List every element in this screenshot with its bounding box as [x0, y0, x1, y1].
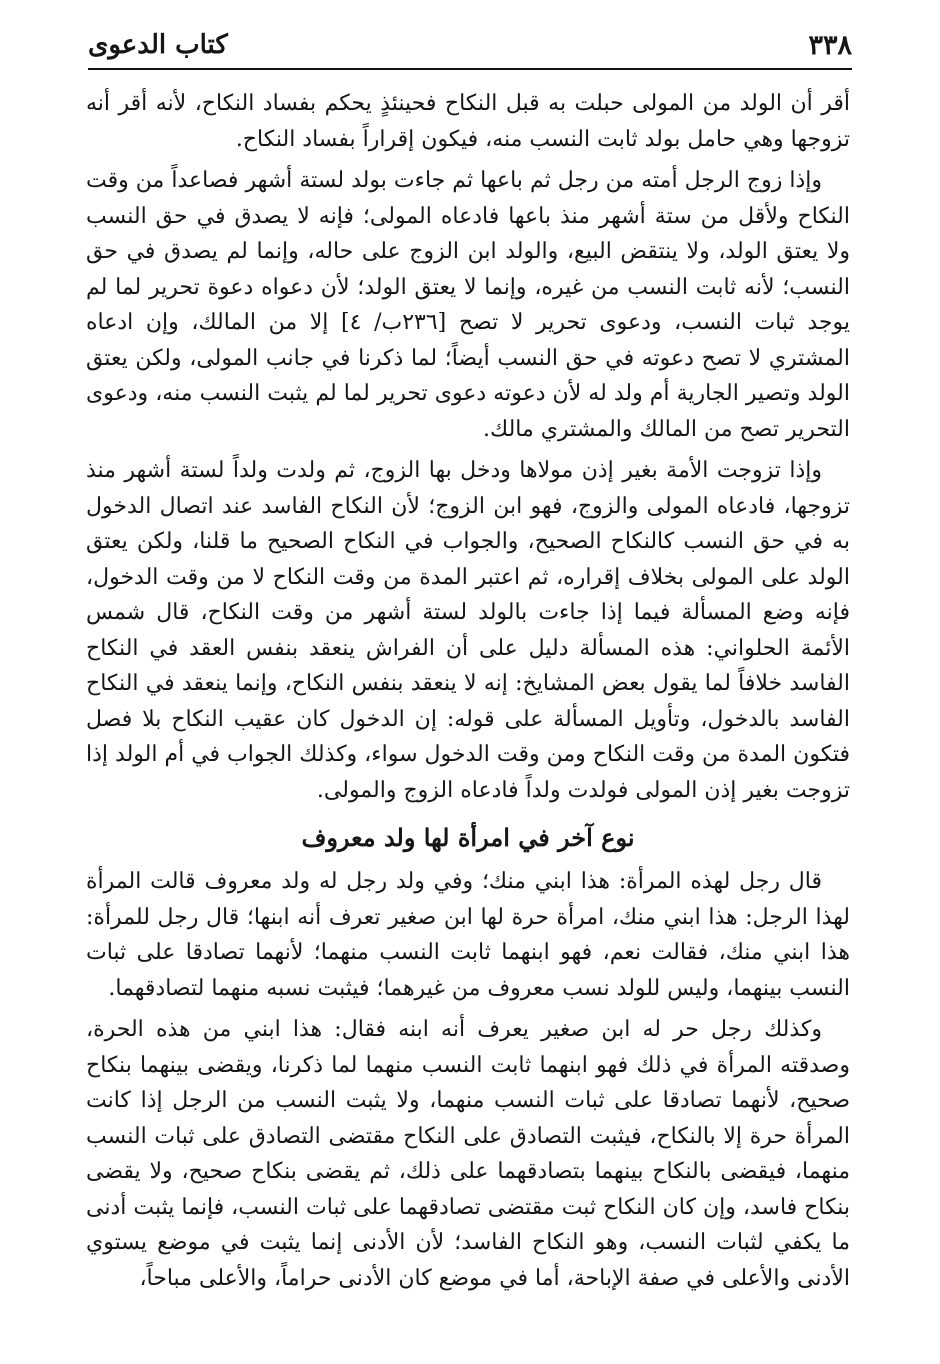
book-title: كتاب الدعوى — [88, 30, 228, 60]
paragraph: قال رجل لهذه المرأة: هذا ابني منك؛ وفي ولد رجل له ولد معروف قالت المرأة لهذا الرجل: هذا ابني منك، امرأة حرة لها ابن صغير تعرف أنه ابنها؛ قال رجل للمرأة: هذا ابني منك، فقالت نعم، فهو ابنهما ثابت النسب منهما؛ لأنهما تصادقا على ثبات النسب بينهما، وليس للولد نسب معروف من غيرهما؛ فيثبت نسبه منهما لتصادقهما. — [86, 869, 850, 1001]
page-number: ٣٣٨ — [808, 29, 852, 61]
paragraph: أقر أن الولد من المولى حبلت به قبل النكاح فحينئذٍ يحكم بفساد النكاح، لأنه أقر أنه تزوجها وهي حامل بولد ثابت النسب منه، فيكون إقراراً بفساد النكاح. — [86, 91, 850, 152]
paragraph: وكذلك رجل حر له ابن صغير يعرف أنه ابنه فقال: هذا ابني من هذه الحرة، وصدقته المرأة في ذلك فهو ابنهما ثابت النسب منهما لما ذكرنا، ويقضى بينهما بنكاح صحيح، لأنهما تصادقا على ثبات النسب منهما، ولا يثبت النسب من الرجل إذا كانت المرأة حرة إلا بالنكاح، فيثبت التصادق على النكاح مقتضى التصادق على ثبات النسب منهما، فيقضى بالنكاح بينهما بتصادقهما على ذلك، ثم يقضى بنكاح صحيح، ولا يقضى بنكاح فاسد، وإن كان النكاح ثبت مقتضى تصادقهما على ثبات النسب، فإنما يثبت أدنى ما يكفي لثبات النسب، وهو النكاح الفاسد؛ لأن الأدنى إنما يثبت في موضع يستوي الأدنى والأعلى في صفة الإباحة، أما في موضع كان الأدنى حراماً، والأعلى مباحاً، — [86, 1017, 850, 1291]
section-heading: نوع آخر في امرأة لها ولد معروف — [301, 823, 635, 852]
page-header — [88, 22, 852, 70]
page-body — [86, 86, 850, 1302]
paragraph: وإذا تزوجت الأمة بغير إذن مولاها ودخل بها الزوج، ثم ولدت ولداً لستة أشهر منذ تزوجها، فادعاه المولى والزوج، فهو ابن الزوج؛ لأن النكاح الفاسد عند اتصال الدخول به في حق النسب كالنكاح الصحيح، والجواب في النكاح الصحيح ما قلنا، ولكن يعتق الولد على المولى بخلاف إقراره، ثم اعتبر المدة من وقت النكاح لا من وقت الدخول، فإنه وضع المسألة فيما إذا جاءت بالولد لستة أشهر من وقت النكاح، قال شمس الأئمة الحلواني: هذه المسألة دليل على أن الفراش ينعقد بنفس العقد في النكاح الفاسد خلافاً لما يقول بعض المشايخ: إنه لا ينعقد بنفس النكاح، وإنما ينعقد في النكاح الفاسد بالدخول، وتأويل المسألة على قوله: إن الدخول كان عقيب النكاح بلا فصل فتكون المدة من وقت النكاح ومن وقت الدخول سواء، وكذلك الجواب في أم الولد إذا تزوجت بغير إذن المولى فولدت ولداً فادعاه الزوج والمولى. — [86, 458, 850, 803]
paragraph: وإذا زوج الرجل أمته من رجل ثم باعها ثم جاءت بولد لستة أشهر فصاعداً من وقت النكاح ولأقل من ستة أشهر منذ باعها فادعاه المولى؛ فإنه لا يصدق في حق النسب ولا يعتق الولد، ولا ينتقض البيع، والولد ابن الزوج على حاله، وإنما لم يصدق في حق النسب؛ لأنه ثابت النسب من غيره، وإنما لا يعتق الولد؛ لأن دعواه دعوة تحرير لما لم يوجد ثبات النسب، ودعوى تحرير لا تصح [٢٣٦ب/ ٤] إلا من المالك، وإن ادعاه المشتري لا تصح دعوته في حق النسب أيضاً؛ لما ذكرنا في جانب المولى، ولكن يعتق الولد وتصير الجارية أم ولد له لأن دعوته دعوى تحرير لما لم يثبت النسب منه، ودعوى التحرير تصح من المالك والمشتري مالك. — [86, 168, 850, 442]
